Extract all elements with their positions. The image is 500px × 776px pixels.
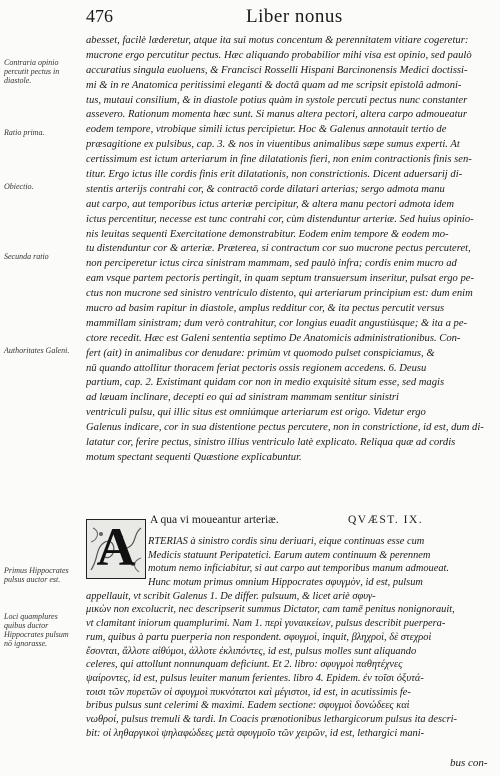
text-line: præsagitione ex pulsibus, cap. 3. & nos in viuentibus animalibus sæpe sumus experti. At bbox=[86, 139, 460, 151]
text-line: nis leuitas sequenti Exercitatione demonstrabitur. Eodem enim tempore & eodem mo- bbox=[86, 228, 449, 240]
text-line: aut carpo, aut temporibus ictus arteriæ percipitur, & altera manu pectori admota idem bbox=[86, 198, 455, 210]
text-line: mammillam sinistram; dum verò contrahitur, cor longius euadit angustiúsque; & ita a pe- bbox=[86, 317, 468, 329]
text-line: bribus pulsus sunt celerimi & maximi. Eadem sectione: σφυγμοὶ δονώδεες καὶ bbox=[86, 700, 410, 712]
page-header bbox=[86, 6, 486, 28]
text-line: eam vsque partem pectoris pertingit, in quam septum transuersum inseritur, pulsat ergo pe- bbox=[86, 273, 475, 285]
text-line: motum nemo inficiabitur, si aut carpo aut temporibus manum admoueat. bbox=[148, 563, 450, 575]
text-line: vt clamitant iniorum quamplurimi. Nam 1. περὶ γυναικείων, pulsus describit puerpera- bbox=[86, 618, 446, 630]
text-line: Medicis statuunt Peripatetici. Earum autem continuum & perennem bbox=[148, 549, 431, 561]
text-line: eodem tempore, vtrobique simili ictus percipietur. Hoc & Galenus annotauit tertio de bbox=[86, 124, 447, 136]
text-line: celeres, qui attollunt nonnunquam deficiunt. Et 2. libro: σφυγμοὶ παθητέχνες bbox=[86, 659, 403, 671]
page-number: 476 bbox=[86, 6, 113, 26]
text-line: mucro ad basim rapitur in diastole, amplus redditur cor, & ita pectus percutit versus bbox=[86, 303, 445, 315]
text-line: nū quando attollitur thoracem feriat pectoris ossis regionem accedens. 6. Deusu bbox=[86, 362, 427, 374]
catchword: bus con- bbox=[450, 757, 488, 769]
margin-note: Secunda ratio bbox=[4, 252, 49, 261]
text-line: tus, mutaui consilium, & in diastole potius quàm in systole percuti pectus nunc constanter bbox=[86, 94, 468, 106]
text-line: partium, cap. 2. Existimant quidam cor non in medio exquisitè situm esse, sed magis bbox=[86, 377, 445, 389]
text-line: assevero. Rationum momenta hæc sunt. Si manus altera pectori, altera carpo admoueatur bbox=[86, 109, 467, 121]
text-line: Hunc motum primus omnium Hippocrates σφυγμὸν, id est, pulsum bbox=[148, 577, 423, 589]
text-line: τοισι τῶν πυρετῶν οἱ σφυγμοὶ πυκνότατοι καὶ μέγιστοι, id est, in acutissimis fe- bbox=[86, 686, 411, 698]
text-line: titur. Ergo ictus ille cordis finis erit dilatationis, non constrictionis. Dicent aduersarij di- bbox=[86, 169, 463, 181]
text-line: Galenus indicare, cor in sua distentione pectus percutere, non in constrictione, id est, dum di- bbox=[86, 422, 484, 434]
text-line: rum, quibus à partu puerperia non respondent. σφυγμοὶ, inquit, βληχροὶ, δὲ στεχροὶ bbox=[86, 631, 432, 643]
text-line: RTERIAS à sinistro cordis sinu deriuari, eique continuas esse cum bbox=[148, 536, 425, 547]
text-line: appellauit, vt scribit Galenus 1. De differ. pulsuum, & licet ariè σφυγ- bbox=[86, 590, 376, 602]
text-line: stentis arterijs contrahi cor, & contractō corde dilatari arterias; sergo admota manu bbox=[86, 183, 445, 195]
text-line: μικὼν non excolucrit, nec descripserit summus Dictator, cam tamē penitus nonignorauit, bbox=[86, 604, 455, 616]
text-line: mucrone ergo percutitur pectus. Hæc aliquando probabilior mihi visa est opinio, sed paulò bbox=[86, 49, 472, 61]
text-line: abesset, facilè læderetur, atque ita sui motus concentum & perennitatem vitiare cogeretur: bbox=[86, 35, 469, 46]
margin-note: Loci quamplures quibus ductor Hippocrates pulsum nō ignorasse. bbox=[4, 612, 69, 648]
text-line: tu distenduntur cor & arteriæ. Præterea, si contractum cor suo mucrone pectus percuteret, bbox=[86, 243, 471, 255]
text-line: ψαίροντες, id est, pulsus leuiter manum ferientes. libro 4. Epidem. ἐν τοῖσι ὀξυτά- bbox=[86, 672, 424, 684]
question-number: QVÆST. IX. bbox=[348, 514, 424, 526]
text-line: motum spectant sequenti Quæstione explicabuntur. bbox=[86, 451, 302, 463]
text-line: ictus percentitur, necesse est tunc contrahi cor, cùm distenduntur arteriæ. Sed huius opinio- bbox=[86, 213, 474, 225]
margin-note: Ratio prima. bbox=[4, 128, 45, 137]
text-line: fert (ait) in animalibus cor denudare: primùm vt quomodo pulset conspiciamus, & bbox=[86, 347, 435, 359]
margin-note: Obiectio. bbox=[4, 182, 34, 191]
section-text bbox=[86, 535, 486, 740]
margin-note: Contraria opinio percutit pectus in diastole. bbox=[4, 58, 60, 85]
main-text bbox=[86, 34, 486, 466]
text-line: ἔσονται, ἄλλοτε αἰθύμοι, ἀλλοτε ἐκλιπόντες, id est, pulsus molles sunt aliquando bbox=[86, 645, 417, 657]
dropcap-letter: A bbox=[96, 519, 136, 577]
text-line: ventriculi pulsu, qui illic situs est omniúmque arteriarum est origo. Videtur ergo bbox=[86, 407, 426, 419]
margin-note: Authoritates Galeni. bbox=[4, 346, 70, 355]
running-head: Liber nonus bbox=[246, 6, 343, 27]
text-line: accuratius singula euoluens, & Francisci Rosselli Hispani Barcinonensis Medici doctissi- bbox=[86, 64, 468, 76]
text-line: non perciperetur ictus circa sinistram mammam, sed paulò infra; cordis enim mucro ad bbox=[86, 258, 457, 270]
text-line: ctore recedit. Hæc est Galeni sententia septimo De Anatomicis administrationibus. Con- bbox=[86, 332, 461, 344]
margin-note: Primus Hippocrates pulsus auctor est. bbox=[4, 566, 69, 584]
text-line: ctus non mucrone sed sinistro ventriculo distento, qui arteriarum principium est: dum enim bbox=[86, 288, 473, 300]
text-line: certissimum est ictum arteriarum in fine dilatationis fieri, non enim contractionis finis sen- bbox=[86, 154, 472, 166]
text-line: mi & in re Anatomica peritissimi eleganti & doctâ quam ad me scripsit epistolâ admoni- bbox=[86, 79, 462, 91]
section-heading bbox=[86, 514, 486, 530]
text-line: ad læuam inclinare, decepti eo qui ad sinistram mammam sentitur sinistri bbox=[86, 392, 399, 404]
text-line: bit: οἱ ληθαργικοὶ ψηλαφώδεες μετὰ σφυγμοῖο τῶν χειρῶν, id est, lethargici mani- bbox=[86, 727, 425, 739]
text-line: νωθροί, pulsus tremuli & tardi. In Coacis prænotionibus lethargicorum pulsus ita descri- bbox=[86, 713, 457, 725]
section-title: A qua vi moueantur arteriæ. bbox=[150, 514, 279, 526]
text-line: latatur cor, ferire pectus, sinistro illius ventriculo latè explicato. Reliqua quæ ad cordis bbox=[86, 437, 456, 449]
